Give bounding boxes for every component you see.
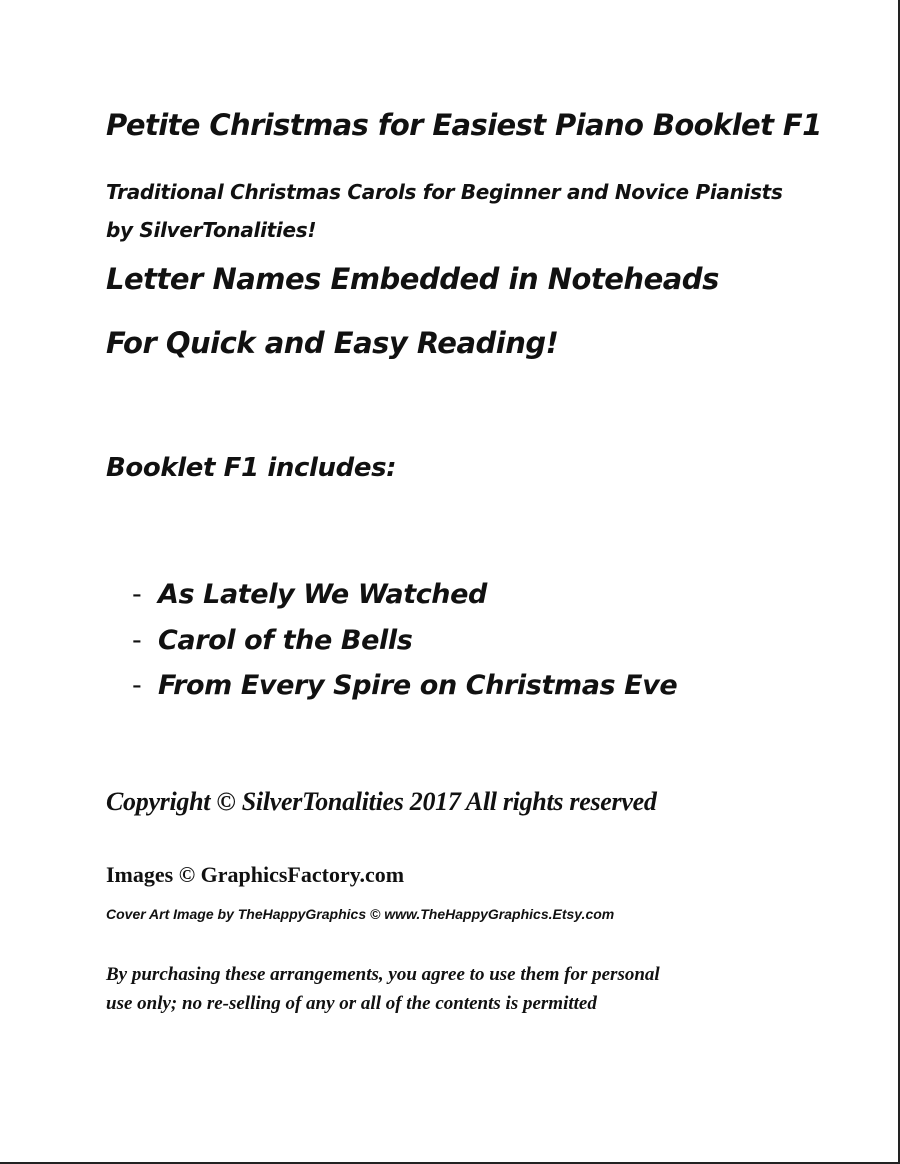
disclaimer-line-1: By purchasing these arrangements, you agree to use them for personal — [106, 964, 660, 985]
song-list — [132, 572, 677, 709]
cover-art-credit: Cover Art Image by TheHappyGraphics © www.TheHappyGraphics.Etsy.com — [106, 906, 615, 922]
headline-line-2: For Quick and Easy Reading! — [106, 326, 559, 360]
song-title: Carol of the Bells — [158, 624, 413, 656]
song-title: As Lately We Watched — [158, 579, 487, 611]
song-title: From Every Spire on Christmas Eve — [158, 670, 678, 702]
headline-line-1: Letter Names Embedded in Noteheads — [106, 262, 719, 296]
copyright-notice: Copyright © SilverTonalities 2017 All rights reserved — [106, 787, 657, 816]
disclaimer-line-2: use only; no re-selling of any or all of the contents is permitted — [106, 993, 597, 1014]
usage-disclaimer — [106, 960, 660, 1018]
document-subtitle — [106, 173, 783, 249]
images-credit: Images © GraphicsFactory.com — [106, 862, 405, 887]
subtitle-line-2: by SilverTonalities! — [106, 218, 317, 242]
song-list-item — [132, 663, 677, 709]
includes-heading: Booklet F1 includes: — [106, 453, 397, 483]
subtitle-line-1: Traditional Christmas Carols for Beginner and Novice Pianists — [106, 180, 783, 204]
document-title: Petite Christmas for Easiest Piano Booklet F1 — [106, 108, 822, 142]
song-list-item — [132, 572, 677, 618]
song-list-item — [132, 618, 677, 664]
list-dash: - — [132, 579, 142, 611]
list-dash: - — [132, 624, 142, 656]
list-dash: - — [132, 670, 142, 702]
